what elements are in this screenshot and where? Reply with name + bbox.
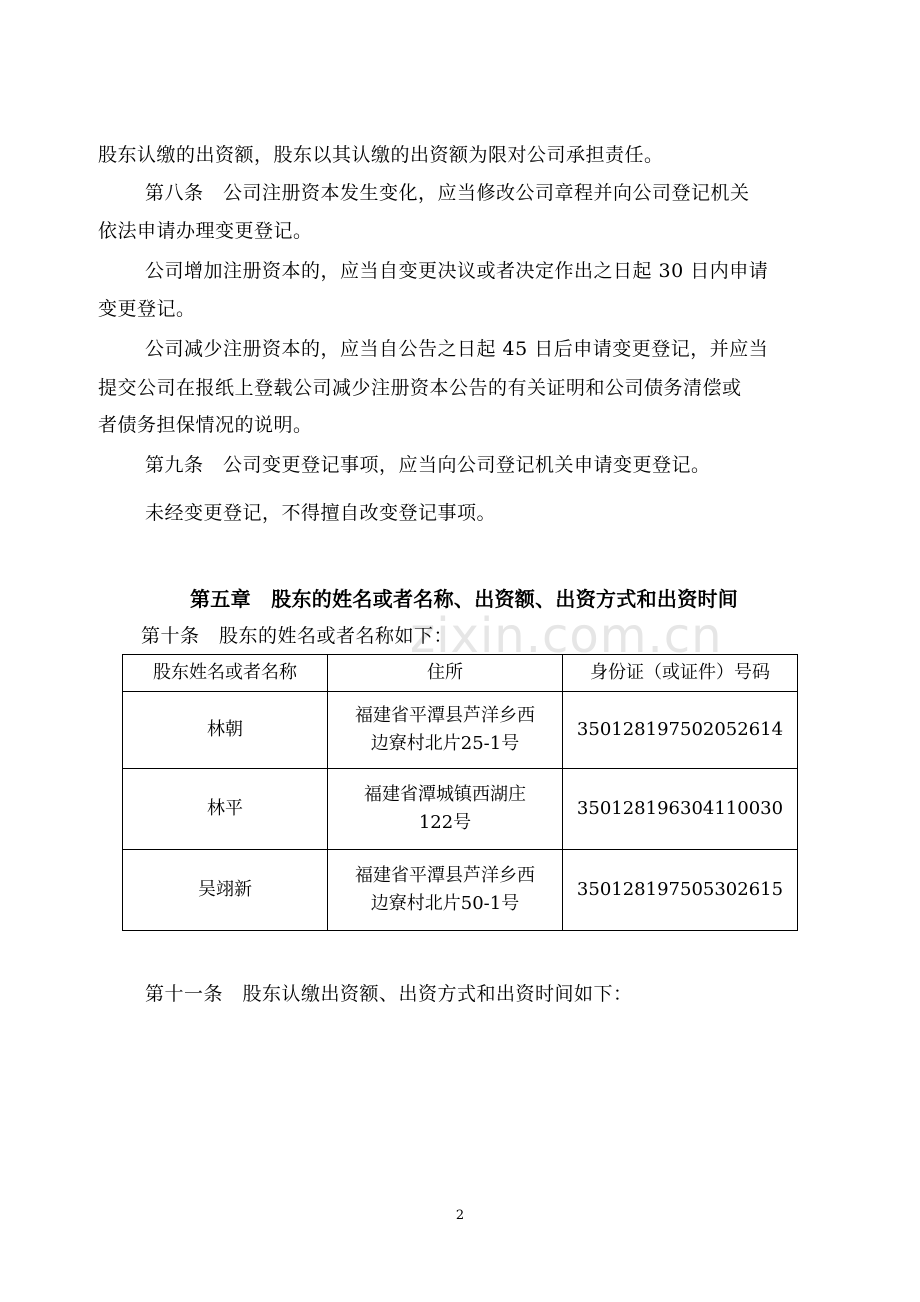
paragraph-line: 公司增加注册资本的，应当自变更决议或者决定作出之日起 30 日内申请 [145, 260, 769, 282]
column-header-address: 住所 [328, 655, 563, 692]
shareholder-name: 林平 [123, 769, 328, 850]
column-header-id: 身份证（或证件）号码 [563, 655, 798, 692]
chapter-heading: 第五章 股东的姓名或者名称、出资额、出资方式和出资时间 [190, 587, 739, 611]
shareholder-id: 350128197502052614 [563, 692, 798, 769]
paragraph-line: 变更登记。 [98, 298, 196, 320]
watermark: zixin.com.cn [410, 608, 723, 664]
address-line: 边寮村北片50-1号 [370, 893, 520, 914]
page-number: 2 [455, 1208, 465, 1223]
shareholder-name: 吴翊新 [123, 850, 328, 931]
paragraph-line: 提交公司在报纸上登载公司减少注册资本公告的有关证明和公司债务清偿或 [98, 377, 742, 399]
shareholder-id: 350128196304110030 [563, 769, 798, 850]
shareholder-address [328, 850, 563, 931]
article-9-line: 第九条 公司变更登记事项，应当向公司登记机关申请变更登记。 [145, 454, 711, 476]
address-line: 福建省平潭县芦洋乡西 [355, 705, 535, 726]
address-line: 边寮村北片25-1号 [370, 733, 520, 754]
column-header-name: 股东姓名或者名称 [123, 655, 328, 692]
paragraph-line: 公司减少注册资本的，应当自公告之日起 45 日后申请变更登记，并应当 [145, 338, 769, 360]
shareholder-address [328, 692, 563, 769]
paragraph-line: 依法申请办理变更登记。 [98, 220, 313, 242]
article-11-line: 第十一条 股东认缴出资额、出资方式和出资时间如下： [145, 983, 633, 1005]
shareholder-table [122, 654, 798, 931]
paragraph-line: 者债务担保情况的说明。 [98, 414, 313, 436]
paragraph-line: 股东认缴的出资额，股东以其认缴的出资额为限对公司承担责任。 [98, 144, 664, 166]
article-8-line: 第八条 公司注册资本发生变化，应当修改公司章程并向公司登记机关 [145, 182, 750, 204]
shareholder-name: 林朝 [123, 692, 328, 769]
table-row [123, 850, 798, 931]
address-line: 122号 [418, 812, 472, 833]
shareholder-address [328, 769, 563, 850]
table-row [123, 692, 798, 769]
table-row [123, 769, 798, 850]
article-10-line: 第十条 股东的姓名或者名称如下： [141, 625, 454, 647]
table-header-row [123, 655, 798, 692]
address-line: 福建省平潭县芦洋乡西 [355, 865, 535, 886]
address-line: 福建省潭城镇西湖庄 [364, 784, 526, 805]
paragraph-line: 未经变更登记，不得擅自改变登记事项。 [145, 502, 497, 524]
shareholder-id: 350128197505302615 [563, 850, 798, 931]
